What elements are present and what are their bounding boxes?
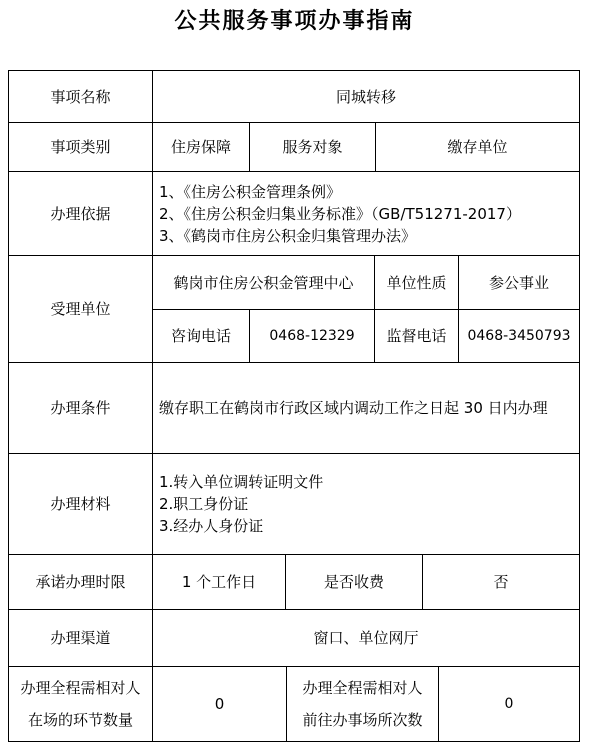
accepting-unit-label: 受理单位 xyxy=(8,255,153,363)
material-item: 3.经办人身份证 xyxy=(159,517,264,535)
basis-item: 1、《住房公积金管理条例》 xyxy=(159,182,342,201)
item-type-label: 事项类别 xyxy=(8,122,153,172)
supervise-phone-value: 0468-3450793 xyxy=(458,309,580,363)
visits-label-line2: 前往办事场所次数 xyxy=(302,711,423,729)
channel-label: 办理渠道 xyxy=(8,609,153,667)
conditions-value: 缴存职工在鹤岗市行政区域内调动工作之日起 30 日内办理 xyxy=(152,362,580,454)
supervise-phone-label: 监督电话 xyxy=(374,309,459,363)
onsite-steps-label xyxy=(8,666,153,742)
basis-list xyxy=(152,171,580,256)
materials-label: 办理材料 xyxy=(8,453,153,555)
unit-nature-label: 单位性质 xyxy=(374,255,459,310)
basis-item: 2、《住房公积金归集业务标准》（GB/T51271-2017） xyxy=(159,204,521,223)
onsite-steps-label-line1: 办理全程需相对人 xyxy=(20,679,141,697)
basis-label: 办理依据 xyxy=(8,171,153,256)
time-limit-value: 1 个工作日 xyxy=(152,554,286,610)
material-item: 1.转入单位调转证明文件 xyxy=(159,473,324,491)
consult-phone-value: 0468-12329 xyxy=(249,309,375,363)
fee-label: 是否收费 xyxy=(285,554,423,610)
visits-value: 0 xyxy=(438,666,580,742)
page-title: 公共服务事项办事指南 xyxy=(174,8,415,34)
material-item: 2.职工身份证 xyxy=(159,495,249,513)
channel-value: 窗口、单位网厅 xyxy=(152,609,580,667)
guide-table xyxy=(8,70,580,742)
item-type-value: 住房保障 xyxy=(152,122,250,172)
materials-list xyxy=(152,453,580,555)
basis-item: 3、《鹤岗市住房公积金归集管理办法》 xyxy=(159,226,417,245)
visits-label xyxy=(286,666,439,742)
time-limit-label: 承诺办理时限 xyxy=(8,554,153,610)
onsite-steps-value: 0 xyxy=(152,666,287,742)
item-name-label: 事项名称 xyxy=(8,70,153,123)
service-object-label: 服务对象 xyxy=(249,122,376,172)
conditions-label: 办理条件 xyxy=(8,362,153,454)
visits-label-line1: 办理全程需相对人 xyxy=(302,679,423,697)
fee-value: 否 xyxy=(422,554,580,610)
item-name-value: 同城转移 xyxy=(152,70,580,123)
onsite-steps-label-line2: 在场的环节数量 xyxy=(27,711,133,729)
unit-nature-value: 参公事业 xyxy=(458,255,580,310)
accepting-unit-name: 鹤岗市住房公积金管理中心 xyxy=(152,255,375,310)
service-object-value: 缴存单位 xyxy=(375,122,580,172)
consult-phone-label: 咨询电话 xyxy=(152,309,250,363)
